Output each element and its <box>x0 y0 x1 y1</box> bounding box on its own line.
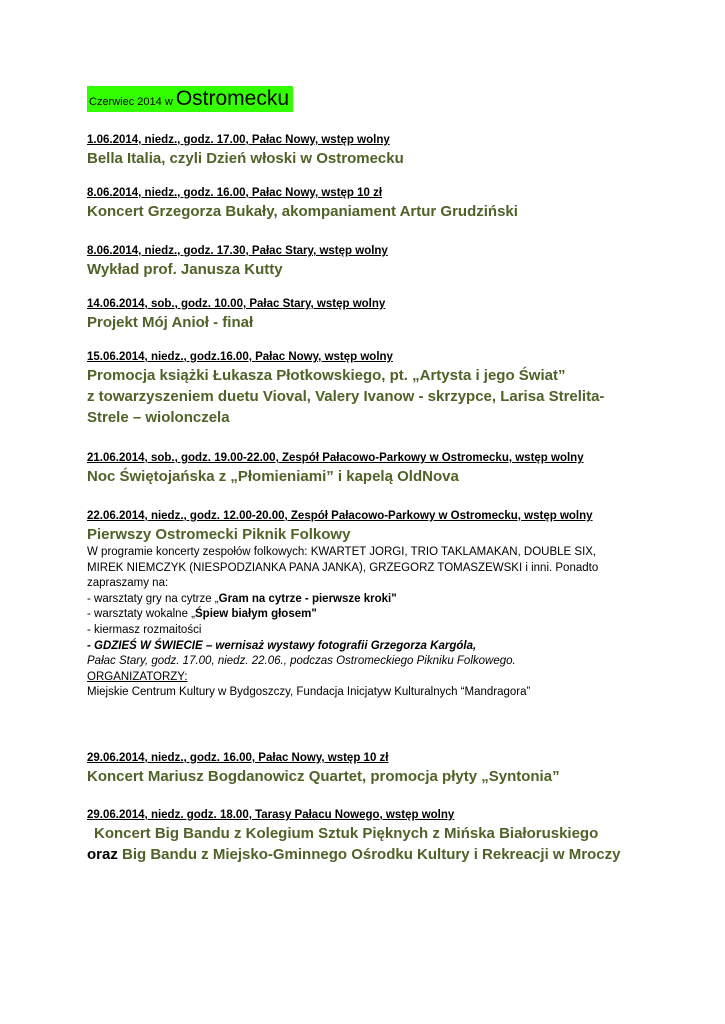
event-8 <box>87 751 707 787</box>
event-meta: 29.06.2014, niedz., godz. 16.00, Pałac Nowy, wstęp 10 zł <box>87 752 389 764</box>
title-rest: Big Bandu z Miejsko-Gminnego Ośrodku Kultury i Rekreacji w Mroczy <box>122 846 621 863</box>
organizers-list: Miejskie Centrum Kultury w Bydgoszczy, Fundacja Inicjatyw Kulturalnych “Mandragora” <box>87 686 531 699</box>
desc-line: W programie koncerty zespołów folkowych: KWARTET JORGI, TRIO TAKLAMAKAN, DOUBLE SIX, <box>87 546 597 558</box>
event-title: Noc Świętojańska z „Płomieniami” i kapelą OldNova <box>87 468 459 485</box>
event-2 <box>87 186 707 222</box>
workshop-zither <box>87 592 707 608</box>
event-title-line: Promocja książki Łukasza Płotkowskiego, pt. „Artysta i jego Świat” <box>87 367 566 384</box>
event-9 <box>87 808 707 865</box>
event-5 <box>87 350 707 428</box>
event-1 <box>87 133 707 169</box>
exhibition-details <box>87 654 707 670</box>
exhibition-info: Pałac Stary, godz. 17.00, niedz. 22.06., podczas Ostromeckiego Pikniku Folkowego. <box>87 655 516 668</box>
event-4 <box>87 297 707 333</box>
exhibition-title: - GDZIEŚ W ŚWIECIE – wernisaż wystawy fotografii Grzegorza Kargóla, <box>87 639 477 652</box>
title-conjunction: oraz <box>87 846 118 863</box>
event-title-line: Koncert Big Bandu z Kolegium Sztuk Pięknych z Mińska Białoruskiego <box>94 825 599 842</box>
desc-line: MIREK NIEMCZYK (NIESPODZIANKA PANA JANKA), GRZEGORZ TOMASZEWSKI i inni. Ponadto <box>87 561 599 574</box>
workshop-prefix: - warsztaty gry na cytrze „ <box>87 592 219 605</box>
event-title: Projekt Mój Anioł - finał <box>87 314 254 331</box>
event-title: Wykład prof. Janusza Kutty <box>87 261 283 278</box>
event-title-line <box>87 844 707 865</box>
event-meta: 14.06.2014, sob., godz. 10.00, Pałac Stary, wstęp wolny <box>87 298 386 310</box>
event-title-line: z towarzyszeniem duetu Vioval, Valery Ivanow - skrzypce, Larisa Strelita- <box>87 388 605 405</box>
event-title: Pierwszy Ostromecki Piknik Folkowy <box>87 526 351 543</box>
event-title-line: Strele – wiolonczela <box>87 409 230 426</box>
desc-line: zapraszamy na: <box>87 577 169 590</box>
event-7 <box>87 509 707 701</box>
event-meta: 8.06.2014, niedz., godz. 17.30, Pałac Stary, wstęp wolny <box>87 245 388 257</box>
event-description <box>87 545 707 701</box>
event-title: Bella Italia, czyli Dzień włoski w Ostromecku <box>87 150 404 167</box>
workshop-name: Śpiew białym głosem" <box>195 608 317 621</box>
event-meta: 15.06.2014, niedz., godz.16.00, Pałac Nowy, wstęp wolny <box>87 351 393 363</box>
page-title <box>87 86 293 112</box>
event-meta: 8.06.2014, niedz., godz. 16.00, Pałac Nowy, wstęp 10 zł <box>87 187 383 199</box>
title-month: Czerwiec 2014 w <box>89 96 176 108</box>
workshop-name: Gram na cytrze - pierwsze kroki" <box>218 592 397 605</box>
fair-line: - kiermasz rozmaitości <box>87 623 202 636</box>
title-place: Ostromecku <box>175 87 290 110</box>
organizers-label: ORGANIZATORZY: <box>87 670 188 683</box>
event-meta: 22.06.2014, niedz., godz. 12.00-20.00, Zespół Pałacowo-Parkowy w Ostromecku, wstęp wolny <box>87 510 593 522</box>
event-title: Koncert Mariusz Bogdanowicz Quartet, promocja płyty „Syntonia” <box>87 768 560 785</box>
event-6 <box>87 451 707 487</box>
event-meta: 29.06.2014, niedz. godz. 18.00, Tarasy Pałacu Nowego, wstęp wolny <box>87 809 455 821</box>
event-3 <box>87 244 707 280</box>
event-meta: 21.06.2014, sob., godz. 19.00-22.00, Zespół Pałacowo-Parkowy w Ostromecku, wstęp wolny <box>87 452 584 464</box>
workshop-prefix: - warsztaty wokalne „ <box>87 608 196 621</box>
event-meta: 1.06.2014, niedz., godz. 17.00, Pałac Nowy, wstęp wolny <box>87 134 390 146</box>
exhibition-line <box>87 639 707 655</box>
workshop-vocal <box>87 607 707 623</box>
event-title: Koncert Grzegorza Bukały, akompaniament Artur Grudziński <box>87 203 518 220</box>
